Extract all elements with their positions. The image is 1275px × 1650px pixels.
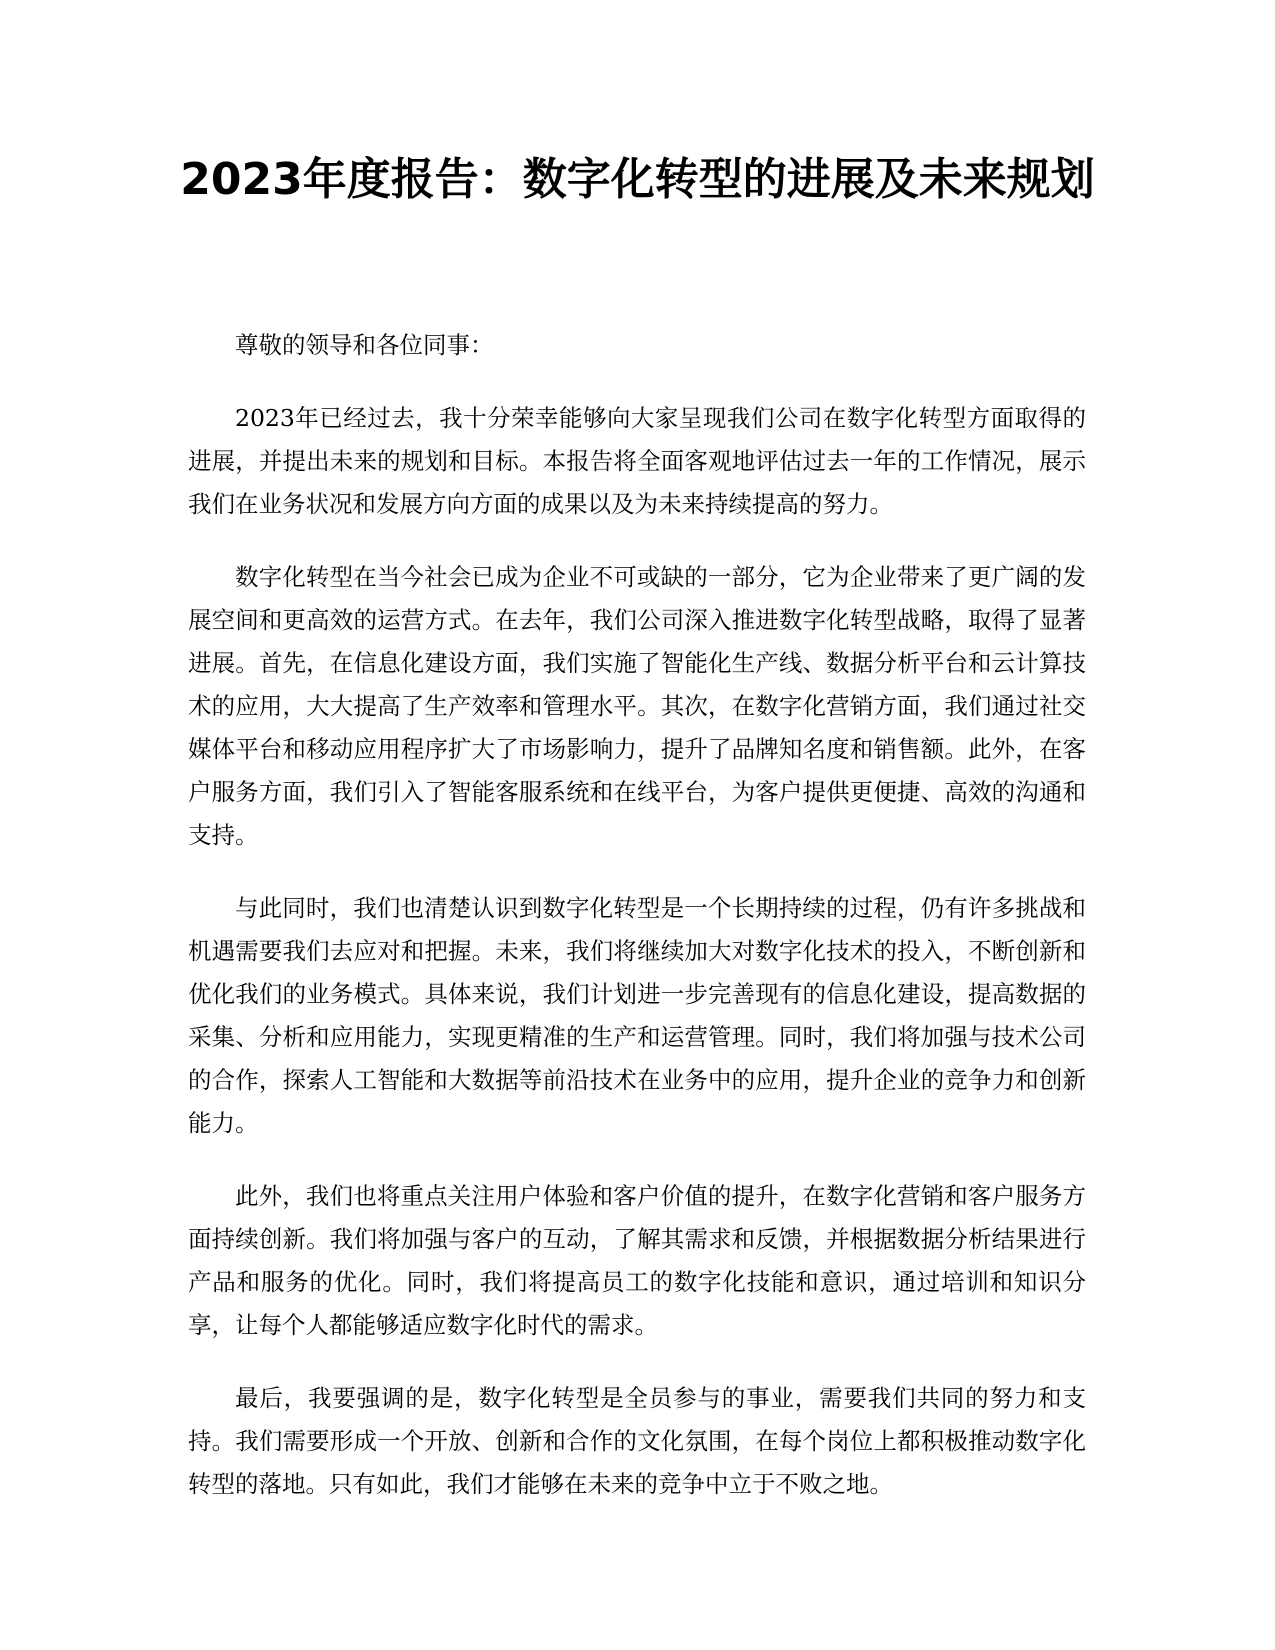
document-title: 2023年度报告：数字化转型的进展及未来规划 <box>180 154 1095 205</box>
paragraph: 2023年已经过去，我十分荣幸能够向大家呈现我们公司在数字化转型方面取得的进展，并提出未来的规划和目标。本报告将全面客观地评估过去一年的工作情况，展示我们在业务状况和发展方向方面的成果以及为未来持续提高的努力。 <box>188 404 1086 518</box>
paragraph: 此外，我们也将重点关注用户体验和客户价值的提升，在数字化营销和客户服务方面持续创新。我们将加强与客户的互动，了解其需求和反馈，并根据数据分析结果进行产品和服务的优化。同时，我们将提高员工的数字化技能和意识，通过培训和知识分享，让每个人都能够适应数字化时代的需求。 <box>188 1182 1086 1339</box>
paragraph: 数字化转型在当今社会已成为企业不可或缺的一部分，它为企业带来了更广阔的发展空间和更高效的运营方式。在去年，我们公司深入推进数字化转型战略，取得了显著进展。首先，在信息化建设方面，我们实施了智能化生产线、数据分析平台和云计算技术的应用，大大提高了生产效率和管理水平。其次，在数字化营销方面，我们通过社交媒体平台和移动应用程序扩大了市场影响力，提升了品牌知名度和销售额。此外，在客户服务方面，我们引入了智能客服系统和在线平台，为客户提供更便捷、高效的沟通和支持。 <box>188 563 1086 849</box>
paragraph: 与此同时，我们也清楚认识到数字化转型是一个长期持续的过程，仍有许多挑战和机遇需要我们去应对和把握。未来，我们将继续加大对数字化技术的投入，不断创新和优化我们的业务模式。具体来说，我们计划进一步完善现有的信息化建设，提高数据的采集、分析和应用能力，实现更精准的生产和运营管理。同时，我们将加强与技术公司的合作，探索人工智能和大数据等前沿技术在业务中的应用，提升企业的竞争力和创新能力。 <box>188 894 1086 1137</box>
paragraph: 最后，我要强调的是，数字化转型是全员参与的事业，需要我们共同的努力和支持。我们需要形成一个开放、创新和合作的文化氛围，在每个岗位上都积极推动数字化转型的落地。只有如此，我们才能够在未来的竞争中立于不败之地。 <box>188 1384 1086 1498</box>
salutation: 尊敬的领导和各位同事： <box>235 331 494 359</box>
document-body <box>188 324 1086 1536</box>
